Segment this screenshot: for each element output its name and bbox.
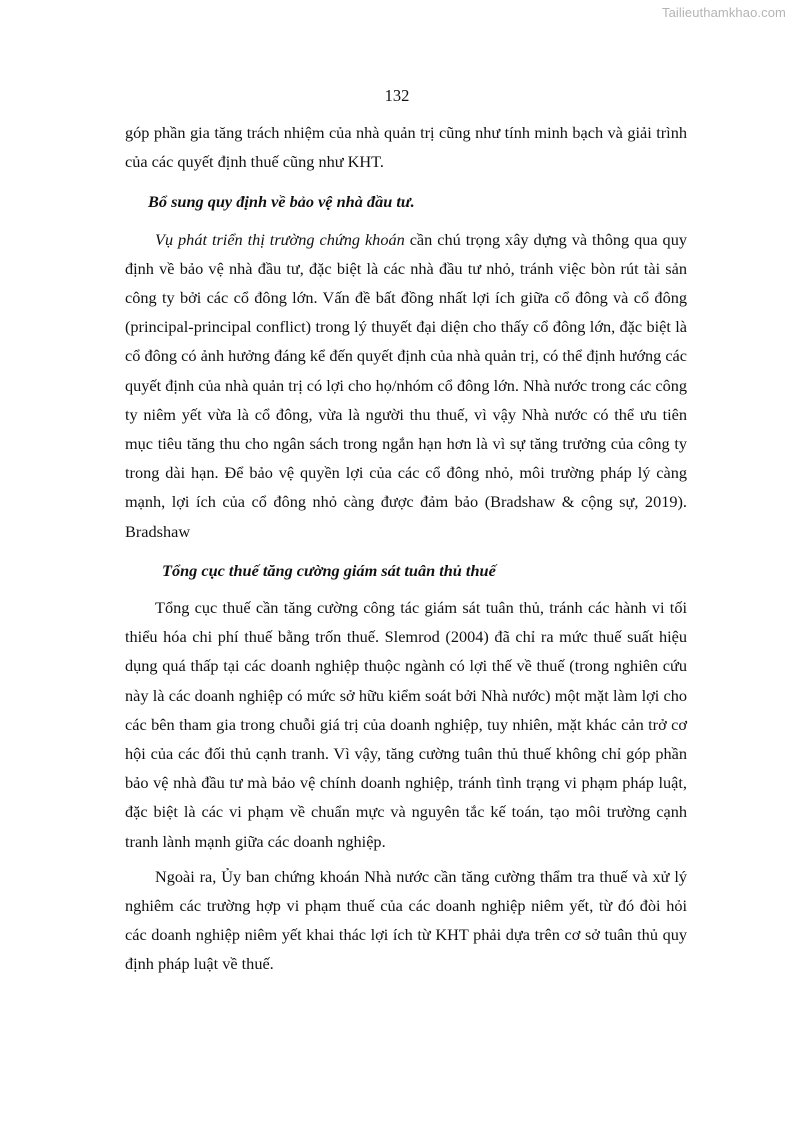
paragraph-securities-commission: Ngoài ra, Ủy ban chứng khoán Nhà nước cần tăng cường thẩm tra thuế và xử lý nghiêm các trường hợp vi phạm thuế của các doanh nghiệp niêm yết, từ đó đòi hỏi các doanh nghiệp niêm yết khai thác lợi ích từ KHT phải dựa trên cơ sở tuân thủ quy định pháp luật về thuế.: [125, 866, 687, 974]
paragraph-investor-protection: [125, 225, 687, 546]
paragraph-continuation: góp phần gia tăng trách nhiệm của nhà quản trị cũng như tính minh bạch và giải trình của các quyết định thuế cũng như KHT.: [125, 123, 687, 172]
page-number: 132: [384, 86, 410, 105]
paragraph-tax-compliance: Tổng cục thuế cần tăng cường công tác giám sát tuân thủ, tránh các hành vi tối thiểu hóa chi phí thuế bằng trốn thuế. Slemrod (2004) đã chỉ ra mức thuế suất hiệu dụng quá thấp tại các doanh nghiệp thuộc ngành có lợi thế về thuế (trong nghiên cứu này là các doanh nghiệp có mức sở hữu kiểm soát bởi Nhà nước) một mặt làm lợi cho các bên tham gia trong chuỗi giá trị của doanh nghiệp, tuy nhiên, mặt khác cản trở cơ hội của các đối thủ cạnh tranh. Vì vậy, tăng cường tuân thủ thuế không chỉ góp phần bảo vệ nhà đầu tư mà bảo vệ chính doanh nghiệp, tránh tình trạng vi phạm pháp luật, đặc biệt là các vi phạm về chuẩn mực và nguyên tắc kế toán, tạo môi trường cạnh tranh lành mạnh giữa các doanh nghiệp.: [125, 598, 687, 851]
paragraph-body-text: cần chú trọng xây dựng và thông qua quy định về bảo vệ nhà đầu tư, đặc biệt là các nhà đầu tư nhỏ, tránh việc bòn rút tài sản công ty bởi các cổ đông lớn. Vấn đề bất đồng nhất lợi ích giữa cổ đông và cổ đông (principal-principal conflict) trong lý thuyết đại diện cho thấy cổ đông lớn, đặc biệt là cổ đông có ảnh hưởng đáng kể đến quyết định của nhà quản trị, có thể định hướng các quyết định của nhà quản trị có lợi cho họ/nhóm cổ đông lớn. Nhà nước trong các công ty niêm yết vừa là cổ đông, vừa là người thu thuế, vì vậy Nhà nước có thể ưu tiên mục tiêu tăng thu cho ngân sách trong ngắn hạn hơn là vì sự tăng trưởng của công ty trong dài hạn. Để bảo vệ quyền lợi của các cổ đông nhỏ, môi trường pháp lý càng mạnh, lợi ích của cổ đông nhỏ càng được đảm bảo (Bradshaw & cộng sự, 2019). Bradshaw: [125, 229, 687, 541]
section-heading-investor-protection: Bổ sung quy định về bảo vệ nhà đầu tư.: [148, 192, 415, 212]
section-heading-tax-compliance: Tổng cục thuế tăng cường giám sát tuân thủ thuế: [162, 560, 496, 580]
document-body: [125, 118, 687, 979]
watermark: Tailieuthamkhao.com: [661, 5, 786, 20]
agency-name-italic: Vụ phát triển thị trường chứng khoán: [155, 229, 405, 249]
